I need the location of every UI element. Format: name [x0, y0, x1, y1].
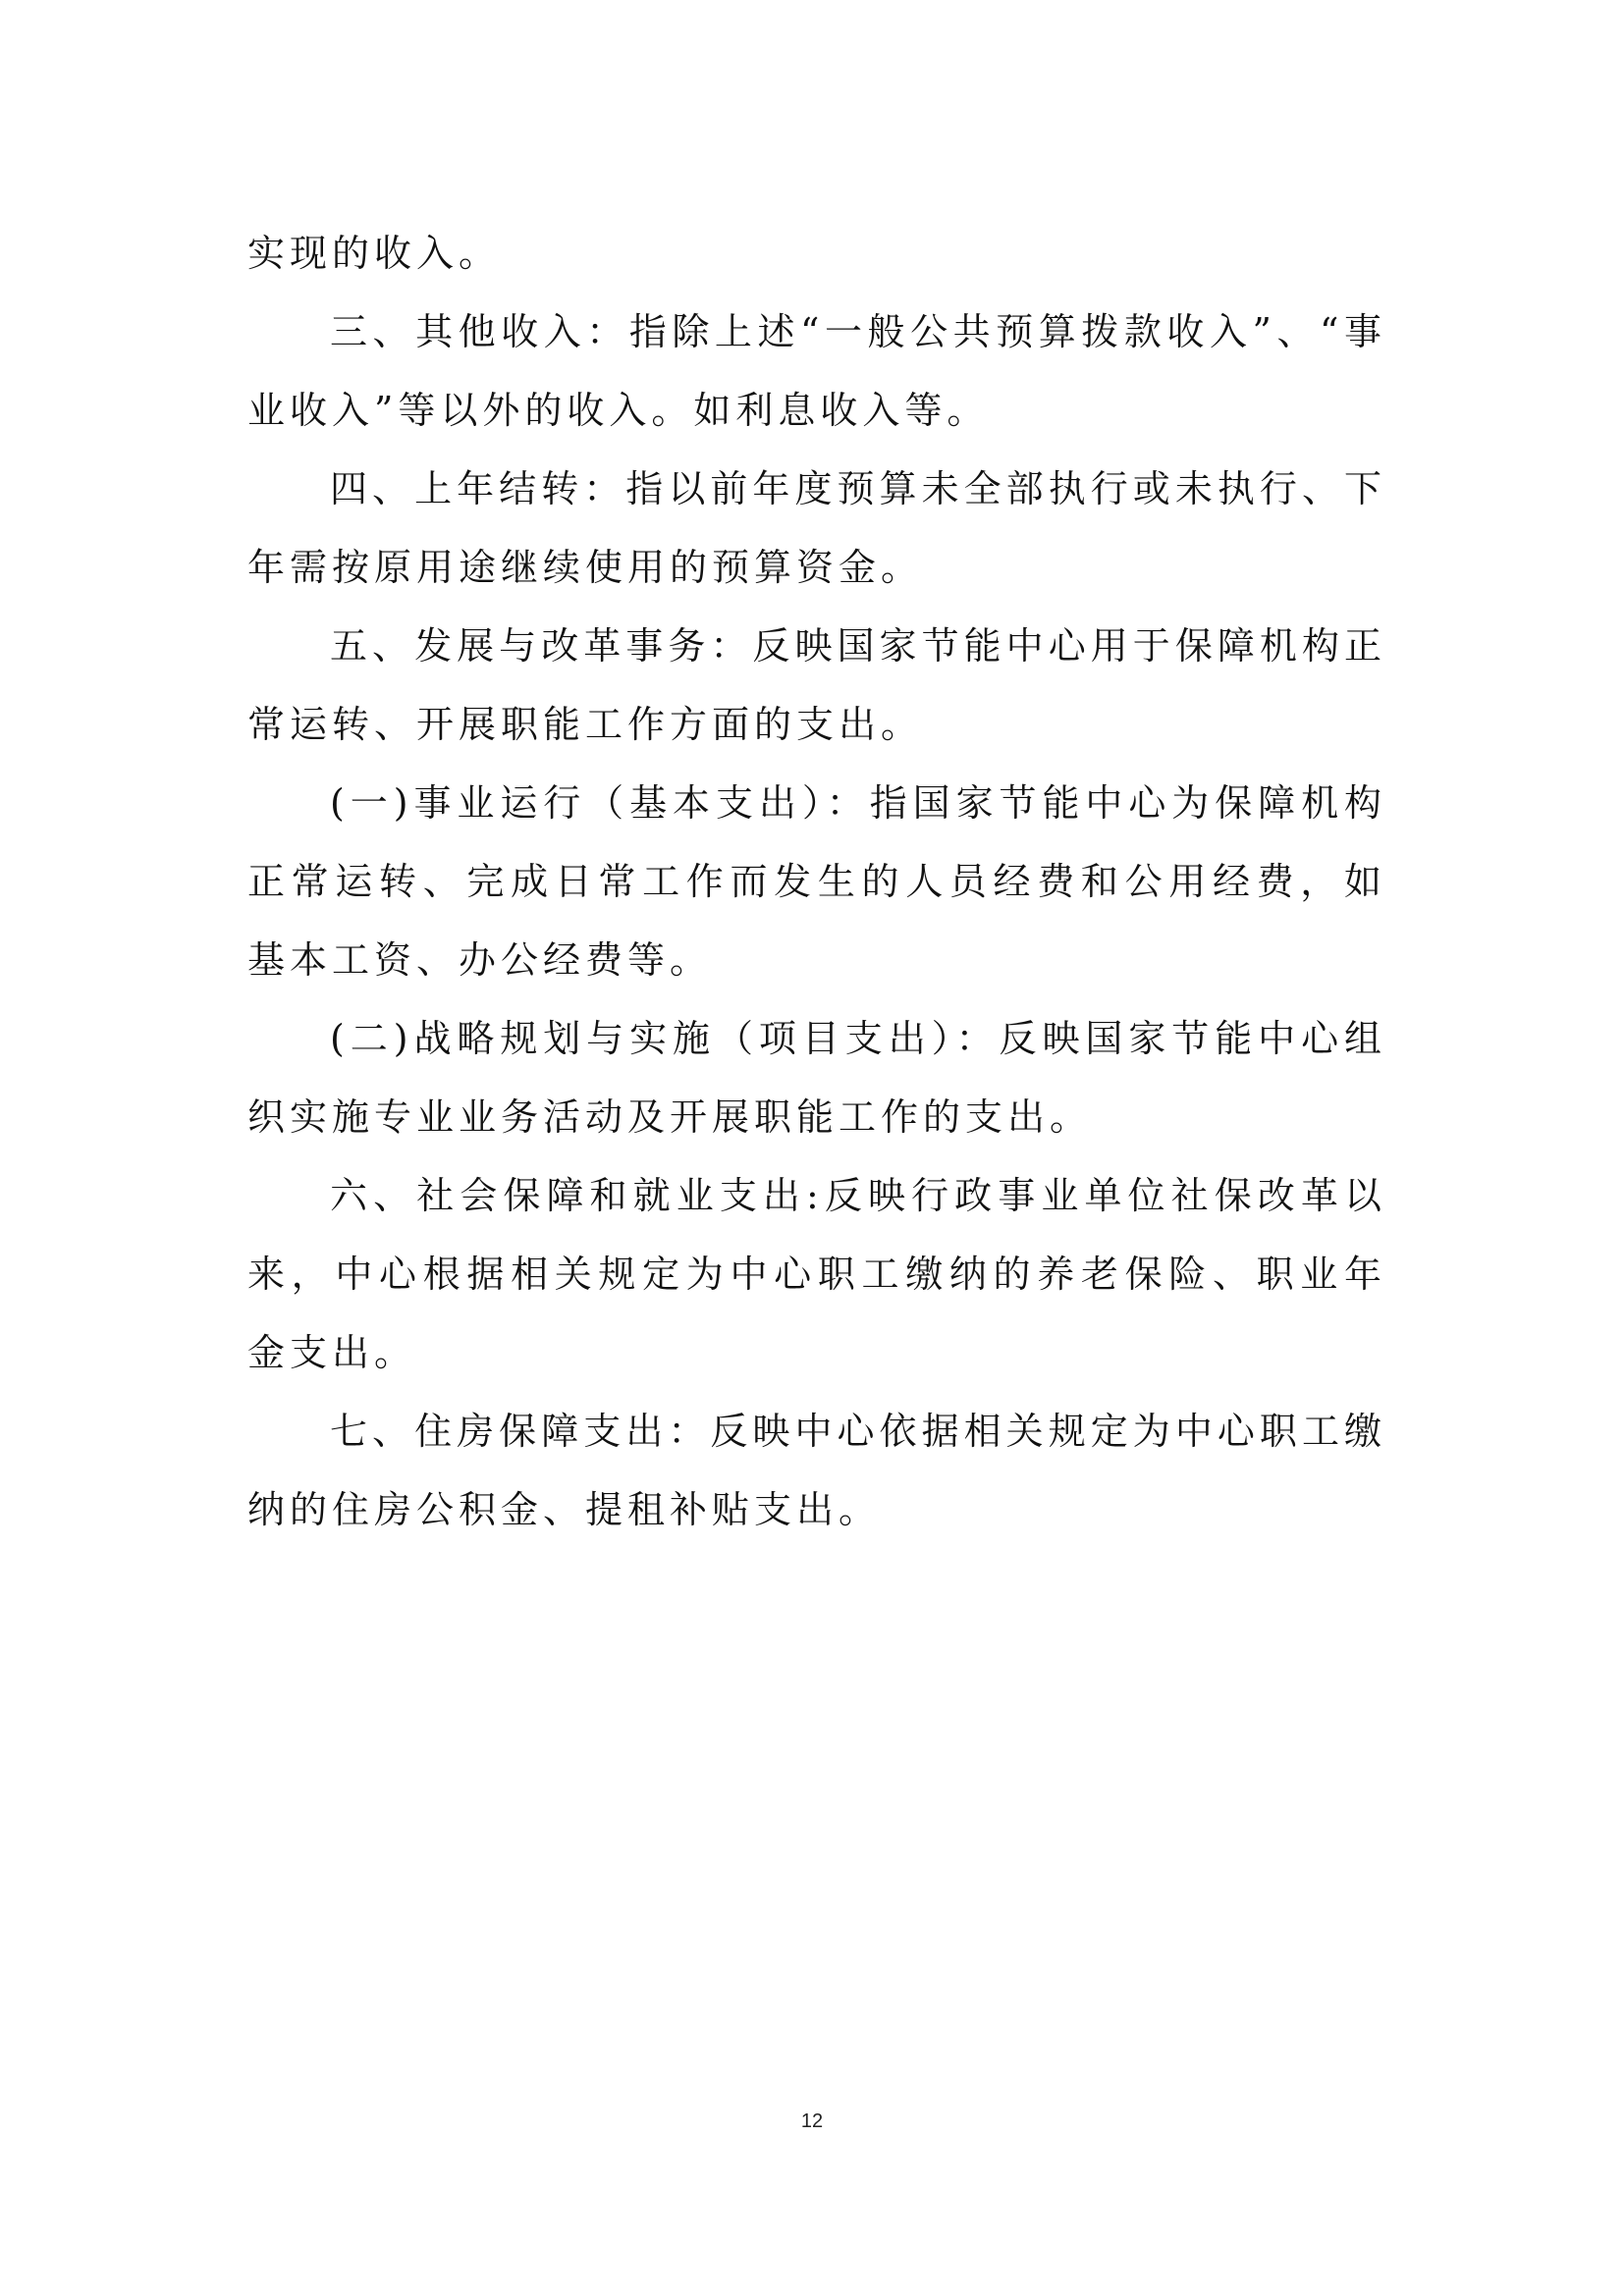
paragraph-development-reform: 五、发展与改革事务：反映国家节能中心用于保障机构正常运转、开展职能工作方面的支出。 — [247, 624, 1386, 746]
paragraph-continuation: 实现的收入。 — [247, 232, 502, 275]
paragraph-social-security: 六、社会保障和就业支出:反映行政事业单位社保改革以来，中心根据相关规定为中心职工缴纳的养老保险、职业年金支出。 — [247, 1174, 1386, 1374]
paragraph-operations: (一)事业运行（基本支出）：指国家节能中心为保障机构正常运转、完成日常工作而发生的人员经费和公用经费，如基本工资、办公经费等。 — [247, 781, 1386, 982]
paragraph-strategic-planning: (二)战略规划与实施（项目支出）：反映国家节能中心组织实施专业业务活动及开展职能工作的支出。 — [247, 1017, 1386, 1139]
paragraph-other-income: 三、其他收入：指除上述“一般公共预算拨款收入”、“事业收入”等以外的收入。如利息收入等。 — [247, 310, 1386, 432]
body-text — [247, 214, 1386, 1549]
paragraph-housing: 七、住房保障支出：反映中心依据相关规定为中心职工缴纳的住房公积金、提租补贴支出。 — [247, 1410, 1386, 1531]
paragraph-prior-year-carryover: 四、上年结转：指以前年度预算未全部执行或未执行、下年需按原用途继续使用的预算资金。 — [247, 467, 1386, 589]
page-number: 12 — [800, 2110, 824, 2132]
